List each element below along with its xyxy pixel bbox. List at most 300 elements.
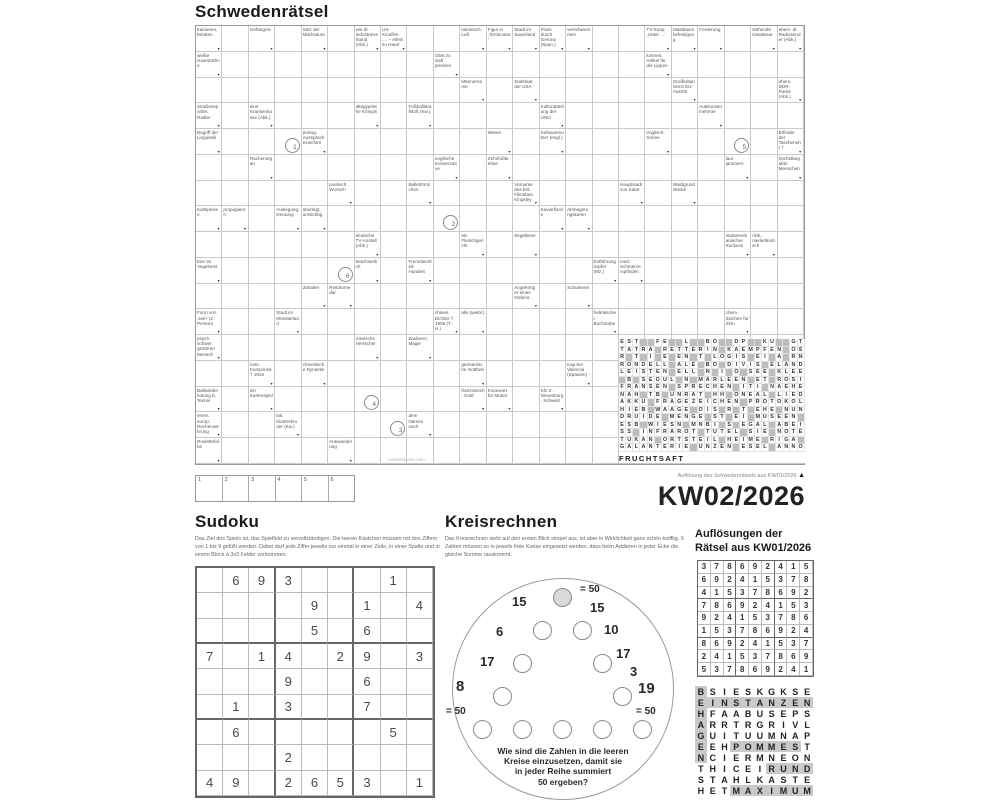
crossword-answer-cell[interactable] xyxy=(513,361,539,387)
crossword-answer-cell[interactable] xyxy=(460,412,486,438)
crossword-answer-cell[interactable] xyxy=(698,129,724,155)
sudoku-empty-cell[interactable] xyxy=(223,619,249,644)
crossword-answer-cell[interactable] xyxy=(381,103,407,129)
crossword-answer-cell[interactable] xyxy=(407,232,433,258)
crossword-answer-cell[interactable] xyxy=(566,78,592,104)
crossword-answer-cell[interactable] xyxy=(249,284,275,310)
crossword-answer-cell[interactable] xyxy=(355,52,381,78)
crossword-answer-cell[interactable] xyxy=(355,78,381,104)
crossword-answer-cell[interactable] xyxy=(381,258,407,284)
crossword-answer-cell[interactable] xyxy=(275,26,301,52)
sudoku-empty-cell[interactable] xyxy=(276,619,302,644)
crossword-answer-cell[interactable] xyxy=(487,206,513,232)
crossword-answer-cell[interactable] xyxy=(540,309,566,335)
crossword-answer-cell[interactable] xyxy=(275,155,301,181)
sudoku-empty-cell[interactable] xyxy=(354,720,380,745)
crossword-answer-cell[interactable] xyxy=(619,129,645,155)
crossword-answer-cell[interactable] xyxy=(460,206,486,232)
crossword-answer-cell[interactable] xyxy=(778,309,804,335)
crossword-answer-cell[interactable] xyxy=(540,412,566,438)
crossword-answer-cell[interactable] xyxy=(328,309,354,335)
crossword-answer-cell[interactable] xyxy=(778,232,804,258)
crossword-answer-cell[interactable] xyxy=(249,181,275,207)
solution-word-box[interactable] xyxy=(329,476,355,501)
sudoku-empty-cell[interactable] xyxy=(381,644,407,669)
sudoku-empty-cell[interactable] xyxy=(249,593,275,618)
crossword-answer-cell[interactable] xyxy=(434,129,460,155)
sudoku-empty-cell[interactable] xyxy=(249,619,275,644)
crossword-answer-cell[interactable] xyxy=(725,181,751,207)
kreis-empty-circle[interactable] xyxy=(493,687,512,706)
crossword-answer-cell[interactable] xyxy=(619,52,645,78)
crossword-answer-cell[interactable] xyxy=(460,258,486,284)
crossword-answer-cell[interactable] xyxy=(222,284,248,310)
crossword-answer-cell[interactable] xyxy=(460,103,486,129)
crossword-answer-cell[interactable] xyxy=(540,361,566,387)
crossword-answer-cell[interactable] xyxy=(355,438,381,464)
crossword-answer-cell[interactable] xyxy=(355,206,381,232)
crossword-answer-cell[interactable] xyxy=(751,52,777,78)
crossword-answer-cell[interactable] xyxy=(672,129,698,155)
crossword-answer-cell[interactable] xyxy=(645,232,671,258)
crossword-answer-cell[interactable] xyxy=(619,103,645,129)
crossword-answer-cell[interactable] xyxy=(751,284,777,310)
crossword-answer-cell[interactable] xyxy=(249,412,275,438)
kreis-filled-circle[interactable] xyxy=(553,588,572,607)
sudoku-empty-cell[interactable] xyxy=(197,568,223,593)
crossword-answer-cell[interactable] xyxy=(249,129,275,155)
crossword-answer-cell[interactable] xyxy=(540,181,566,207)
sudoku-empty-cell[interactable] xyxy=(249,720,275,745)
crossword-answer-cell[interactable] xyxy=(778,52,804,78)
sudoku-empty-cell[interactable] xyxy=(381,771,407,796)
crossword-answer-cell[interactable] xyxy=(222,181,248,207)
crossword-answer-cell[interactable] xyxy=(487,412,513,438)
crossword-answer-cell[interactable] xyxy=(434,181,460,207)
crossword-answer-cell[interactable] xyxy=(672,309,698,335)
crossword-answer-cell[interactable] xyxy=(460,129,486,155)
crossword-answer-cell[interactable] xyxy=(698,309,724,335)
crossword-answer-cell[interactable] xyxy=(328,129,354,155)
crossword-answer-cell[interactable] xyxy=(222,232,248,258)
crossword-answer-cell[interactable] xyxy=(355,284,381,310)
crossword-answer-cell[interactable] xyxy=(381,412,407,438)
crossword-answer-cell[interactable] xyxy=(460,155,486,181)
crossword-answer-cell[interactable] xyxy=(487,438,513,464)
solution-word-box[interactable] xyxy=(302,476,329,501)
crossword-answer-cell[interactable] xyxy=(328,335,354,361)
crossword-answer-cell[interactable] xyxy=(593,232,619,258)
crossword-answer-cell[interactable] xyxy=(645,181,671,207)
crossword-answer-cell[interactable] xyxy=(434,284,460,310)
crossword-answer-cell[interactable] xyxy=(725,26,751,52)
crossword-answer-cell[interactable] xyxy=(672,206,698,232)
crossword-answer-cell[interactable] xyxy=(302,103,328,129)
sudoku-empty-cell[interactable] xyxy=(302,695,328,720)
crossword-answer-cell[interactable] xyxy=(593,155,619,181)
crossword-answer-cell[interactable] xyxy=(487,78,513,104)
crossword-answer-cell[interactable] xyxy=(249,335,275,361)
crossword-answer-cell[interactable] xyxy=(328,206,354,232)
crossword-answer-cell[interactable] xyxy=(566,103,592,129)
crossword-answer-cell[interactable] xyxy=(381,206,407,232)
crossword-answer-cell[interactable] xyxy=(275,335,301,361)
sudoku-empty-cell[interactable] xyxy=(197,720,223,745)
crossword-answer-cell[interactable] xyxy=(566,52,592,78)
crossword-answer-cell[interactable] xyxy=(513,309,539,335)
crossword-answer-cell[interactable] xyxy=(222,438,248,464)
crossword-answer-cell[interactable] xyxy=(593,103,619,129)
sudoku-empty-cell[interactable] xyxy=(197,593,223,618)
crossword-answer-cell[interactable] xyxy=(513,438,539,464)
crossword-answer-cell[interactable] xyxy=(302,335,328,361)
crossword-answer-cell[interactable] xyxy=(328,155,354,181)
crossword-answer-cell[interactable] xyxy=(540,78,566,104)
crossword-answer-cell[interactable] xyxy=(540,232,566,258)
crossword-answer-cell[interactable] xyxy=(778,206,804,232)
crossword-answer-cell[interactable] xyxy=(381,232,407,258)
crossword-answer-cell[interactable] xyxy=(698,258,724,284)
crossword-answer-cell[interactable] xyxy=(672,284,698,310)
crossword-answer-cell[interactable] xyxy=(222,155,248,181)
sudoku-empty-cell[interactable] xyxy=(302,644,328,669)
crossword-answer-cell[interactable] xyxy=(619,232,645,258)
sudoku-empty-cell[interactable] xyxy=(302,568,328,593)
crossword-answer-cell[interactable] xyxy=(513,155,539,181)
crossword-answer-cell[interactable] xyxy=(355,412,381,438)
crossword-answer-cell[interactable] xyxy=(222,361,248,387)
crossword-answer-cell[interactable] xyxy=(513,52,539,78)
crossword-answer-cell[interactable] xyxy=(407,78,433,104)
crossword-answer-cell[interactable] xyxy=(302,258,328,284)
crossword-answer-cell[interactable] xyxy=(249,309,275,335)
crossword-answer-cell[interactable] xyxy=(302,232,328,258)
crossword-answer-cell[interactable] xyxy=(593,206,619,232)
crossword-answer-cell[interactable] xyxy=(751,103,777,129)
crossword-answer-cell[interactable] xyxy=(222,52,248,78)
kreis-empty-circle[interactable] xyxy=(513,720,532,739)
crossword-answer-cell[interactable] xyxy=(249,206,275,232)
crossword-answer-cell[interactable] xyxy=(381,78,407,104)
crossword-answer-cell[interactable] xyxy=(407,129,433,155)
crossword-answer-cell[interactable] xyxy=(302,78,328,104)
crossword-answer-cell[interactable] xyxy=(434,438,460,464)
crossword-answer-cell[interactable] xyxy=(566,438,592,464)
crossword-answer-cell[interactable] xyxy=(407,387,433,413)
sudoku-empty-cell[interactable] xyxy=(197,745,223,770)
crossword-answer-cell[interactable] xyxy=(566,181,592,207)
crossword-answer-cell[interactable] xyxy=(275,52,301,78)
crossword-answer-cell[interactable] xyxy=(725,258,751,284)
crossword-answer-cell[interactable] xyxy=(566,155,592,181)
sudoku-empty-cell[interactable] xyxy=(328,720,354,745)
crossword-answer-cell[interactable] xyxy=(778,181,804,207)
crossword-answer-cell[interactable] xyxy=(645,155,671,181)
sudoku-empty-cell[interactable] xyxy=(407,669,433,694)
sudoku-empty-cell[interactable] xyxy=(249,745,275,770)
crossword-answer-cell[interactable] xyxy=(328,412,354,438)
crossword-answer-cell[interactable] xyxy=(222,258,248,284)
sudoku-empty-cell[interactable] xyxy=(407,619,433,644)
crossword-answer-cell[interactable] xyxy=(698,232,724,258)
crossword-answer-cell[interactable] xyxy=(593,412,619,438)
crossword-answer-cell[interactable] xyxy=(460,335,486,361)
solution-word-box[interactable] xyxy=(249,476,276,501)
kreis-empty-circle[interactable] xyxy=(553,720,572,739)
crossword-answer-cell[interactable] xyxy=(698,181,724,207)
crossword-answer-cell[interactable] xyxy=(487,232,513,258)
crossword-answer-cell[interactable] xyxy=(513,387,539,413)
crossword-answer-cell[interactable] xyxy=(513,412,539,438)
kreis-empty-circle[interactable] xyxy=(613,687,632,706)
crossword-answer-cell[interactable] xyxy=(407,52,433,78)
crossword-answer-cell[interactable] xyxy=(619,284,645,310)
crossword-answer-cell[interactable] xyxy=(302,387,328,413)
crossword-answer-cell[interactable] xyxy=(460,52,486,78)
crossword-answer-cell[interactable] xyxy=(540,438,566,464)
kreis-empty-circle[interactable] xyxy=(573,621,592,640)
sudoku-empty-cell[interactable] xyxy=(354,745,380,770)
crossword-answer-cell[interactable] xyxy=(778,258,804,284)
crossword-answer-cell[interactable] xyxy=(196,155,222,181)
sudoku-empty-cell[interactable] xyxy=(381,593,407,618)
sudoku-empty-cell[interactable] xyxy=(302,669,328,694)
kreis-empty-circle[interactable] xyxy=(513,654,532,673)
sudoku-empty-cell[interactable] xyxy=(197,619,223,644)
crossword-answer-cell[interactable] xyxy=(645,258,671,284)
crossword-answer-cell[interactable] xyxy=(381,309,407,335)
crossword-answer-cell[interactable] xyxy=(513,335,539,361)
crossword-answer-cell[interactable] xyxy=(672,155,698,181)
crossword-answer-cell[interactable] xyxy=(381,181,407,207)
sudoku-empty-cell[interactable] xyxy=(223,593,249,618)
crossword-answer-cell[interactable] xyxy=(355,155,381,181)
crossword-answer-cell[interactable] xyxy=(434,78,460,104)
crossword-answer-cell[interactable] xyxy=(275,78,301,104)
crossword-answer-cell[interactable] xyxy=(593,78,619,104)
crossword-answer-cell[interactable] xyxy=(751,181,777,207)
kreis-empty-circle[interactable] xyxy=(533,621,552,640)
crossword-answer-cell[interactable] xyxy=(222,309,248,335)
crossword-answer-cell[interactable] xyxy=(487,335,513,361)
sudoku-empty-cell[interactable] xyxy=(354,568,380,593)
crossword-answer-cell[interactable] xyxy=(302,412,328,438)
crossword-answer-cell[interactable] xyxy=(513,206,539,232)
crossword-answer-cell[interactable] xyxy=(593,335,619,361)
sudoku-empty-cell[interactable] xyxy=(328,593,354,618)
crossword-answer-cell[interactable] xyxy=(249,52,275,78)
crossword-answer-cell[interactable] xyxy=(381,335,407,361)
crossword-answer-cell[interactable] xyxy=(672,52,698,78)
crossword-answer-cell[interactable] xyxy=(381,387,407,413)
crossword-answer-cell[interactable] xyxy=(222,78,248,104)
crossword-answer-cell[interactable] xyxy=(487,258,513,284)
sudoku-empty-cell[interactable] xyxy=(381,619,407,644)
crossword-answer-cell[interactable] xyxy=(381,284,407,310)
sudoku-empty-cell[interactable] xyxy=(328,669,354,694)
crossword-answer-cell[interactable] xyxy=(778,284,804,310)
crossword-answer-cell[interactable] xyxy=(593,26,619,52)
crossword-answer-cell[interactable] xyxy=(645,78,671,104)
crossword-answer-cell[interactable] xyxy=(751,258,777,284)
crossword-answer-cell[interactable] xyxy=(222,412,248,438)
crossword-answer-cell[interactable] xyxy=(751,78,777,104)
crossword-answer-cell[interactable] xyxy=(672,258,698,284)
crossword-answer-cell[interactable] xyxy=(275,361,301,387)
kreis-empty-circle[interactable] xyxy=(593,720,612,739)
crossword-answer-cell[interactable] xyxy=(487,309,513,335)
crossword-answer-cell[interactable] xyxy=(222,103,248,129)
crossword-answer-cell[interactable] xyxy=(566,258,592,284)
solution-word-box[interactable] xyxy=(223,476,250,501)
crossword-answer-cell[interactable] xyxy=(249,232,275,258)
sudoku-empty-cell[interactable] xyxy=(197,669,223,694)
crossword-answer-cell[interactable] xyxy=(275,181,301,207)
crossword-answer-cell[interactable] xyxy=(434,361,460,387)
crossword-answer-cell[interactable] xyxy=(487,284,513,310)
crossword-answer-cell[interactable] xyxy=(434,387,460,413)
crossword-answer-cell[interactable] xyxy=(381,361,407,387)
crossword-answer-cell[interactable] xyxy=(487,103,513,129)
sudoku-empty-cell[interactable] xyxy=(381,695,407,720)
sudoku-empty-cell[interactable] xyxy=(223,745,249,770)
crossword-answer-cell[interactable] xyxy=(672,232,698,258)
crossword-answer-cell[interactable] xyxy=(434,258,460,284)
crossword-answer-cell[interactable] xyxy=(328,103,354,129)
crossword-answer-cell[interactable] xyxy=(222,335,248,361)
crossword-answer-cell[interactable] xyxy=(540,258,566,284)
crossword-answer-cell[interactable] xyxy=(593,181,619,207)
crossword-answer-cell[interactable] xyxy=(381,155,407,181)
crossword-answer-cell[interactable] xyxy=(434,26,460,52)
solution-word-box[interactable] xyxy=(196,476,223,501)
crossword-answer-cell[interactable] xyxy=(328,52,354,78)
sudoku-empty-cell[interactable] xyxy=(328,568,354,593)
crossword-answer-cell[interactable] xyxy=(751,309,777,335)
sudoku-empty-cell[interactable] xyxy=(328,695,354,720)
sudoku-empty-cell[interactable] xyxy=(407,720,433,745)
crossword-answer-cell[interactable] xyxy=(275,129,301,155)
crossword-answer-cell[interactable] xyxy=(275,103,301,129)
crossword-answer-cell[interactable] xyxy=(355,309,381,335)
sudoku-empty-cell[interactable] xyxy=(276,593,302,618)
crossword-answer-cell[interactable] xyxy=(434,206,460,232)
crossword-answer-cell[interactable] xyxy=(566,129,592,155)
crossword-answer-cell[interactable] xyxy=(196,284,222,310)
sudoku-empty-cell[interactable] xyxy=(407,695,433,720)
crossword-answer-cell[interactable] xyxy=(645,103,671,129)
kreis-empty-circle[interactable] xyxy=(633,720,652,739)
crossword-answer-cell[interactable] xyxy=(328,78,354,104)
crossword-answer-cell[interactable] xyxy=(645,309,671,335)
kreis-empty-circle[interactable] xyxy=(593,654,612,673)
crossword-answer-cell[interactable] xyxy=(566,387,592,413)
crossword-answer-cell[interactable] xyxy=(751,206,777,232)
kreis-empty-circle[interactable] xyxy=(473,720,492,739)
crossword-answer-cell[interactable] xyxy=(328,258,354,284)
crossword-answer-cell[interactable] xyxy=(460,284,486,310)
crossword-answer-cell[interactable] xyxy=(407,206,433,232)
crossword-answer-cell[interactable] xyxy=(540,155,566,181)
crossword-answer-cell[interactable] xyxy=(381,52,407,78)
crossword-answer-cell[interactable] xyxy=(222,387,248,413)
crossword-answer-cell[interactable] xyxy=(275,438,301,464)
crossword-answer-cell[interactable] xyxy=(407,309,433,335)
crossword-answer-cell[interactable] xyxy=(434,412,460,438)
crossword-answer-cell[interactable] xyxy=(593,438,619,464)
crossword-answer-cell[interactable] xyxy=(540,52,566,78)
crossword-answer-cell[interactable] xyxy=(302,181,328,207)
crossword-answer-cell[interactable] xyxy=(249,258,275,284)
crossword-answer-cell[interactable] xyxy=(593,284,619,310)
sudoku-empty-cell[interactable] xyxy=(249,669,275,694)
crossword-answer-cell[interactable] xyxy=(619,309,645,335)
crossword-answer-cell[interactable] xyxy=(487,52,513,78)
crossword-answer-cell[interactable] xyxy=(328,387,354,413)
crossword-answer-cell[interactable] xyxy=(566,412,592,438)
crossword-answer-cell[interactable] xyxy=(487,181,513,207)
crossword-answer-cell[interactable] xyxy=(328,26,354,52)
crossword-answer-cell[interactable] xyxy=(672,103,698,129)
crossword-answer-cell[interactable] xyxy=(725,206,751,232)
crossword-answer-cell[interactable] xyxy=(566,335,592,361)
sudoku-empty-cell[interactable] xyxy=(407,568,433,593)
sudoku-empty-cell[interactable] xyxy=(249,695,275,720)
crossword-answer-cell[interactable] xyxy=(725,103,751,129)
crossword-answer-cell[interactable] xyxy=(513,258,539,284)
crossword-answer-cell[interactable] xyxy=(566,309,592,335)
crossword-answer-cell[interactable] xyxy=(355,181,381,207)
sudoku-empty-cell[interactable] xyxy=(223,669,249,694)
sudoku-empty-cell[interactable] xyxy=(302,745,328,770)
crossword-answer-cell[interactable] xyxy=(725,284,751,310)
crossword-answer-cell[interactable] xyxy=(725,52,751,78)
crossword-answer-cell[interactable] xyxy=(460,438,486,464)
crossword-answer-cell[interactable] xyxy=(698,284,724,310)
crossword-answer-cell[interactable] xyxy=(725,78,751,104)
crossword-answer-cell[interactable] xyxy=(275,258,301,284)
crossword-answer-cell[interactable] xyxy=(196,232,222,258)
crossword-answer-cell[interactable] xyxy=(698,155,724,181)
crossword-answer-cell[interactable] xyxy=(645,206,671,232)
crossword-answer-cell[interactable] xyxy=(725,129,751,155)
sudoku-empty-cell[interactable] xyxy=(276,720,302,745)
crossword-answer-cell[interactable] xyxy=(593,387,619,413)
sudoku-empty-cell[interactable] xyxy=(328,745,354,770)
crossword-answer-cell[interactable] xyxy=(355,129,381,155)
crossword-answer-cell[interactable] xyxy=(302,438,328,464)
crossword-answer-cell[interactable] xyxy=(275,387,301,413)
crossword-answer-cell[interactable] xyxy=(355,387,381,413)
crossword-answer-cell[interactable] xyxy=(513,129,539,155)
crossword-answer-cell[interactable] xyxy=(751,129,777,155)
crossword-answer-cell[interactable] xyxy=(513,103,539,129)
crossword-answer-cell[interactable] xyxy=(619,155,645,181)
sudoku-empty-cell[interactable] xyxy=(381,745,407,770)
crossword-answer-cell[interactable] xyxy=(593,52,619,78)
crossword-answer-cell[interactable] xyxy=(196,181,222,207)
solution-word-box[interactable] xyxy=(276,476,303,501)
sudoku-empty-cell[interactable] xyxy=(249,771,275,796)
crossword-answer-cell[interactable] xyxy=(619,78,645,104)
crossword-answer-cell[interactable] xyxy=(196,361,222,387)
crossword-answer-cell[interactable] xyxy=(222,129,248,155)
crossword-answer-cell[interactable] xyxy=(196,78,222,104)
crossword-answer-cell[interactable] xyxy=(698,206,724,232)
crossword-answer-cell[interactable] xyxy=(328,232,354,258)
crossword-answer-cell[interactable] xyxy=(593,129,619,155)
sudoku-empty-cell[interactable] xyxy=(407,745,433,770)
